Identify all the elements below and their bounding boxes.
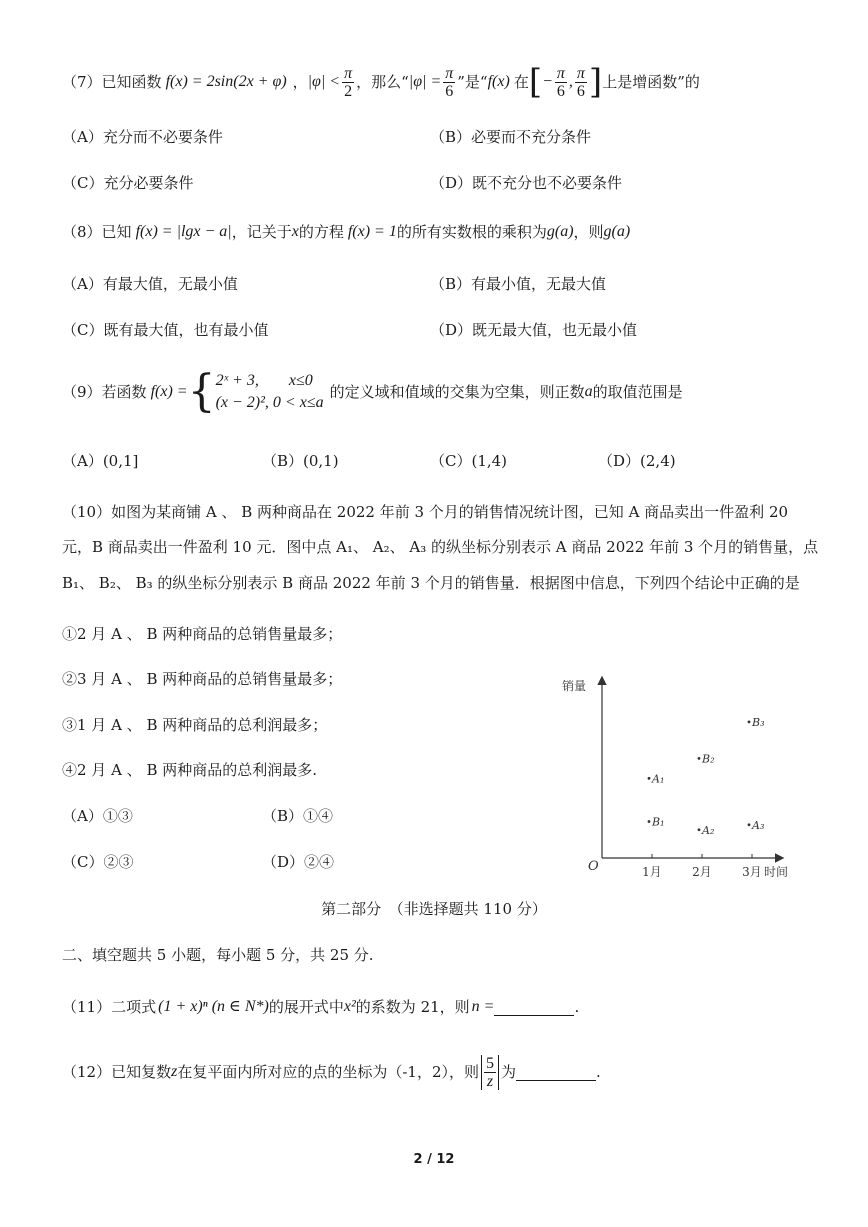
q11-text-1: 二项式 xyxy=(111,998,157,1016)
q9-piece-1: 2ˣ + 3, xyxy=(215,372,259,389)
point-a1 xyxy=(648,777,651,780)
q12-z: z xyxy=(171,1063,178,1080)
q7-pi-over-2: $\frac{\pi}{2}$ xyxy=(344,64,353,100)
q7-phi-equal: |φ| = xyxy=(408,73,442,90)
q7-stem: （7） 已知函数 f(x) = 2sin(2x + φ) ， |φ| < $\frac{\pi}{2}$ ，那么“ |φ| = $\frac{\pi}{6}$ ”是“ f(x) 在 [ − $\frac{\pi}{6}$ , $\frac{\pi}{6}$ ] 上是增函数”的 xyxy=(62,62,700,102)
x-tick-label-3: 3月 xyxy=(742,865,762,879)
q9-option-b: （B）(0,1) xyxy=(262,452,339,470)
q12-period: . xyxy=(596,1063,601,1081)
point-label-b1: B₁ xyxy=(652,815,665,829)
fill-in-section-title: 二、填空题共 5 小题，每小题 5 分，共 25 分. xyxy=(62,946,374,964)
q9-stem xyxy=(62,366,683,418)
q8-function: f(x) = |lgx − a| xyxy=(135,223,232,240)
q7-interval-right: $\frac{\pi}{6}$ xyxy=(576,64,585,100)
q9-option-a: （A）(0,1] xyxy=(62,452,139,470)
q11-text-3: 的系数为 21，则 xyxy=(355,998,470,1016)
q9-option-d: （D）(2,4) xyxy=(598,452,676,470)
q7-option-c: （C）充分必要条件 xyxy=(62,174,194,192)
q9-text-3: 的取值范围是 xyxy=(592,383,683,401)
q10-line-2: 元，B 商品卖出一件盈利 10 元．图中点 A₁、 A₂、 A₃ 的纵坐标分别表示 A 商品 2022 年前 3 个月的销售量，点 xyxy=(62,538,819,556)
q9-a: a xyxy=(584,383,593,400)
q11-stem xyxy=(62,997,579,1017)
q9-cond-1: x≤0 xyxy=(288,372,313,389)
q10-statement-4: ④2 月 A 、 B 两种商品的总利润最多. xyxy=(62,761,318,779)
q11-text-2: 的展开式中 xyxy=(268,998,344,1016)
q8-option-a: （A）有最大值，无最小值 xyxy=(62,275,238,293)
q8-stem xyxy=(62,222,630,242)
origin-label: O xyxy=(588,859,599,874)
q12-answer-blank[interactable] xyxy=(516,1064,596,1081)
q9-option-c: （C）(1,4) xyxy=(430,452,508,470)
point-label-b3: B₃ xyxy=(752,715,765,729)
point-b2 xyxy=(698,757,701,760)
point-label-a1: A₁ xyxy=(652,772,665,786)
q7-bracket-right: ] xyxy=(588,62,603,102)
q7-option-d: （D）既不充分也不必要条件 xyxy=(430,174,623,192)
q11-n: n = xyxy=(471,998,495,1015)
point-label-a2: A₂ xyxy=(702,823,715,837)
x-tick-label-1: 1月 xyxy=(642,865,662,879)
q11-x-squared: x² xyxy=(343,998,356,1015)
q8-text-5: ，则 xyxy=(573,223,604,241)
q9-piece-2: (x − 2)², xyxy=(215,394,273,411)
point-a3 xyxy=(748,823,751,826)
q8-ga-2: g(a) xyxy=(603,223,631,240)
q10-line-1: （10）如图为某商铺 A 、 B 两种商品在 2022 年前 3 个月的销售情况统计图，已知 A 商品卖出一件盈利 20 xyxy=(62,503,789,521)
q9-number: （9） xyxy=(62,383,102,401)
q9-piecewise xyxy=(216,370,324,414)
q12-abs: $\frac{5}{z}$ xyxy=(481,1055,499,1090)
q8-text-4: 的所有实数根的乘积为 xyxy=(396,223,547,241)
q7-text-2: ，那么“ xyxy=(356,73,409,91)
q11-number: （11） xyxy=(62,998,112,1016)
point-b3 xyxy=(748,720,751,723)
q10-statement-1: ①2 月 A 、 B 两种商品的总销售量最多； xyxy=(62,625,343,643)
q9-cond-2: 0 < x≤a xyxy=(272,394,324,411)
q11-period: . xyxy=(574,998,580,1016)
q9-text-1: 若函数 xyxy=(101,383,147,401)
q7-text-1: 已知函数 xyxy=(101,73,162,91)
q9-fx: f(x) = xyxy=(150,383,188,400)
q7-function: f(x) = 2sin(2x + φ) xyxy=(165,73,287,90)
x-axis-label: 时间 xyxy=(764,865,789,879)
point-label-a3: A₃ xyxy=(752,818,765,832)
q11-binomial: (1 + x)ⁿ (n ∈ N*) xyxy=(158,998,269,1015)
q7-text-3: ”是“ xyxy=(457,73,488,91)
q7-text-5: 上是增函数”的 xyxy=(602,73,700,91)
q10-option-b: （B）①④ xyxy=(262,807,334,825)
q8-number: （8） xyxy=(62,223,102,241)
q11-answer-blank[interactable] xyxy=(494,999,574,1016)
q9-brace: { xyxy=(187,366,216,417)
q10-option-a: （A）①③ xyxy=(62,807,133,825)
q12-text-3: 为 xyxy=(501,1063,517,1081)
q12-text-2: 在复平面内所对应的点的坐标为（-1，2），则 xyxy=(177,1063,480,1081)
q8-text-3: 的方程 xyxy=(298,223,344,241)
q10-statement-2: ②3 月 A 、 B 两种商品的总销售量最多； xyxy=(62,670,343,688)
q9-text-2: 的定义域和值域的交集为空集，则正数 xyxy=(329,383,585,401)
point-a2 xyxy=(698,828,701,831)
q12-stem xyxy=(62,1050,601,1094)
y-axis-label: 销量 xyxy=(562,679,587,693)
q10-line-3: B₁、 B₂、 B₃ 的纵坐标分别表示 B 商品 2022 年前 3 个月的销售量．根据图中信息，下列四个结论中正确的是 xyxy=(62,574,800,592)
q12-number: （12） xyxy=(62,1063,112,1081)
q12-text-1: 已知复数 xyxy=(111,1063,172,1081)
q10-statement-3: ③1 月 A 、 B 两种商品的总利润最多； xyxy=(62,716,328,734)
q8-equation: f(x) = 1 xyxy=(347,223,397,240)
q10-option-c: （C）②③ xyxy=(62,853,134,871)
q8-ga: g(a) xyxy=(546,223,574,240)
sales-scatter-chart xyxy=(560,672,810,882)
q7-text-4: 在 xyxy=(513,73,529,91)
q8-option-d: （D）既无最大值，也无最小值 xyxy=(430,321,638,339)
q7-number: （7） xyxy=(62,73,102,91)
q7-bracket-left: [ xyxy=(528,62,543,102)
q8-text-2: ，记关于 xyxy=(231,223,292,241)
q7-fx: f(x) xyxy=(487,73,510,90)
q10-option-d: （D）②④ xyxy=(262,853,335,871)
point-label-b2: B₂ xyxy=(702,752,715,766)
q7-option-b: （B）必要而不充分条件 xyxy=(430,128,592,146)
q7-minus: − xyxy=(542,73,553,90)
page-number: 2 / 12 xyxy=(413,1152,455,1167)
q7-phi-condition: |φ| < xyxy=(307,73,341,90)
q7-interval-left: $\frac{\pi}{6}$ xyxy=(556,64,565,100)
q8-x: x xyxy=(291,223,299,240)
point-b1 xyxy=(648,820,651,823)
q8-option-c: （C）既有最大值，也有最小值 xyxy=(62,321,269,339)
part-two-heading: 第二部分 （非选择题共 110 分） xyxy=(321,900,547,918)
q7-pi-over-6: $\frac{\pi}{6}$ xyxy=(445,64,454,100)
q8-option-b: （B）有最小值，无最大值 xyxy=(430,275,607,293)
q7-option-a: （A）充分而不必要条件 xyxy=(62,128,223,146)
q8-text-1: 已知 xyxy=(101,223,132,241)
x-tick-label-2: 2月 xyxy=(692,865,712,879)
